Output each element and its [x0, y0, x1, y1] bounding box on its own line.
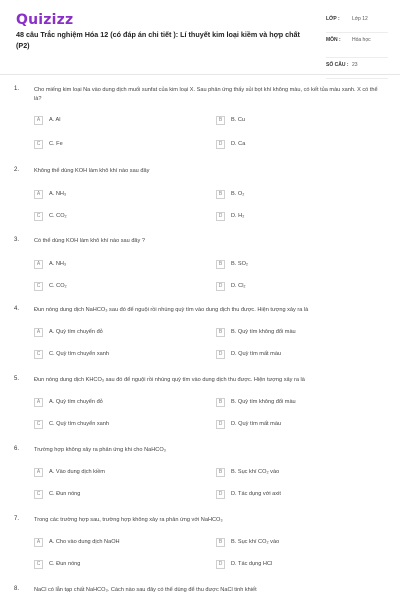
option-letter-box: C	[34, 350, 43, 359]
option-letter-box: C	[34, 140, 43, 149]
option-c[interactable]	[34, 488, 80, 500]
quizizz-logo: Quizizz	[16, 12, 74, 28]
meta-class-row	[326, 12, 388, 33]
option-letter-box: D	[216, 140, 225, 149]
option-a[interactable]	[34, 466, 105, 478]
option-text: B. Sục khí CO₂ vào	[231, 539, 280, 545]
option-text: D. Quỳ tím mất màu	[231, 421, 282, 427]
subject-value: Hóa học	[352, 37, 371, 43]
option-a[interactable]	[34, 188, 66, 200]
question-number: 4.	[14, 306, 20, 312]
option-text: A. NH₃	[49, 191, 67, 197]
option-text: A. Cho vào dung dịch NaOH	[49, 539, 120, 545]
option-c[interactable]	[34, 558, 80, 570]
option-b[interactable]	[216, 114, 245, 126]
worksheet-header	[0, 0, 400, 75]
option-text: D. Quỳ tím mất màu	[231, 351, 282, 357]
worksheet-meta	[326, 12, 388, 79]
option-letter-box: D	[216, 490, 225, 499]
question-number: 5.	[14, 376, 20, 382]
option-letter-box: B	[216, 468, 225, 477]
option-text: B. Sục khí CO₂ vào	[231, 469, 280, 475]
option-letter-box: B	[216, 538, 225, 547]
option-letter-box: A	[34, 538, 43, 547]
option-text: C. Đun nóng	[49, 491, 81, 497]
option-text: D. H₂	[231, 213, 245, 219]
option-text: D. Ca	[231, 141, 246, 147]
option-text: A. Vào dung dịch kiềm	[49, 469, 105, 475]
subject-label: MÔN :	[326, 37, 341, 43]
question-text: Trường hợp không xảy ra phản ứng khi cho NaHCO₃	[34, 447, 166, 453]
option-text: B. Quỳ tím không đổi màu	[231, 399, 296, 405]
option-text: A. Quỳ tím chuyển đỏ	[49, 329, 103, 335]
option-letter-box: A	[34, 328, 43, 337]
option-text: C. Đun nóng	[49, 561, 81, 567]
option-text: A. Quỳ tím chuyển đỏ	[49, 399, 103, 405]
meta-count-row	[326, 58, 388, 79]
option-d[interactable]	[216, 210, 244, 222]
question-text: Không thể dùng KOH làm khô khí nào sau đây	[34, 168, 150, 174]
option-d[interactable]	[216, 558, 272, 570]
option-b[interactable]	[216, 536, 279, 548]
question-number: 6.	[14, 446, 20, 452]
option-letter-box: A	[34, 116, 43, 125]
class-value: Lớp 12	[352, 16, 368, 22]
option-text: C. CO₂	[49, 213, 67, 219]
option-letter-box: C	[34, 490, 43, 499]
option-letter-box: D	[216, 282, 225, 291]
option-a[interactable]	[34, 536, 120, 548]
option-text: C. CO₂	[49, 283, 67, 289]
class-label: LỚP :	[326, 16, 340, 22]
option-c[interactable]	[34, 348, 109, 360]
option-letter-box: D	[216, 420, 225, 429]
question-text: Đun nóng dung dịch KHCO₃ sau đó để nguội rồi nhúng quỳ tím vào dung dịch thu được. Hiện tượng xảy ra là	[34, 377, 305, 383]
option-text: B. O₂	[231, 191, 245, 197]
question-number: 3.	[14, 237, 20, 243]
question-text: NaCl có lẫn tạp chất NaHCO₃. Cách nào sau đây có thể dùng để thu được NaCl tinh khiết	[34, 587, 257, 593]
option-b[interactable]	[216, 326, 296, 338]
question-text: Trong các trường hợp sau, trường hợp không xảy ra phản ứng với NaHCO₃	[34, 517, 223, 523]
worksheet-title: 48 câu Trắc nghiệm Hóa 12 (có đáp án chi tiết ): Lí thuyết kim loại kiềm và hợp chất (P2)	[16, 30, 300, 50]
option-b[interactable]	[216, 188, 244, 200]
option-c[interactable]	[34, 418, 109, 430]
option-c[interactable]	[34, 138, 63, 150]
option-text: C. Quỳ tím chuyển xanh	[49, 351, 110, 357]
option-d[interactable]	[216, 488, 281, 500]
option-text: A. Al	[49, 117, 61, 123]
option-letter-box: D	[216, 560, 225, 569]
question-text: Cho miếng kim loại Na vào dung dịch muối sunfat của kim loại X. Sau phản ứng thấy sủi bọt khí không màu, có kết tủa màu xanh. X có thể là?	[34, 87, 378, 102]
option-a[interactable]	[34, 258, 66, 270]
option-text: B. Cu	[231, 117, 245, 123]
count-label: SỐ CÂU :	[326, 62, 349, 68]
option-d[interactable]	[216, 418, 281, 430]
option-letter-box: B	[216, 398, 225, 407]
option-letter-box: C	[34, 212, 43, 221]
option-d[interactable]	[216, 280, 246, 292]
option-text: C. Quỳ tím chuyển xanh	[49, 421, 110, 427]
option-a[interactable]	[34, 396, 103, 408]
question-number: 2.	[14, 167, 20, 173]
option-letter-box: B	[216, 116, 225, 125]
option-d[interactable]	[216, 348, 281, 360]
option-letter-box: C	[34, 282, 43, 291]
question-number: 7.	[14, 516, 20, 522]
option-b[interactable]	[216, 258, 248, 270]
meta-subject-row	[326, 33, 388, 58]
option-letter-box: B	[216, 190, 225, 199]
option-a[interactable]	[34, 326, 103, 338]
option-letter-box: A	[34, 468, 43, 477]
option-c[interactable]	[34, 210, 67, 222]
option-text: D. Tác dụng HCl	[231, 561, 273, 567]
option-letter-box: C	[34, 420, 43, 429]
option-d[interactable]	[216, 138, 245, 150]
option-text: B. Quỳ tím không đổi màu	[231, 329, 296, 335]
option-letter-box: C	[34, 560, 43, 569]
option-letter-box: A	[34, 190, 43, 199]
option-b[interactable]	[216, 396, 296, 408]
option-text: C. Fe	[49, 141, 63, 147]
option-letter-box: A	[34, 260, 43, 269]
option-letter-box: D	[216, 212, 225, 221]
option-text: A. NH₃	[49, 261, 67, 267]
question-text: Đun nóng dung dịch NaHCO₃ sau đó để nguội rồi nhúng quỳ tím vào dung dịch thu được. Hiện tượng xảy ra là	[34, 307, 309, 313]
option-c[interactable]	[34, 280, 67, 292]
question-number: 8.	[14, 586, 20, 592]
option-letter-box: D	[216, 350, 225, 359]
option-letter-box: B	[216, 260, 225, 269]
option-b[interactable]	[216, 466, 279, 478]
count-value: 23	[352, 62, 358, 68]
option-letter-box: B	[216, 328, 225, 337]
option-a[interactable]	[34, 114, 61, 126]
option-letter-box: A	[34, 398, 43, 407]
question-number: 1.	[14, 86, 20, 92]
option-text: D. Cl₂	[231, 283, 246, 289]
option-text: D. Tác dụng với axit	[231, 491, 281, 497]
option-text: B. SO₂	[231, 261, 249, 267]
question-text: Có thể dùng KOH làm khô khí nào sau đây ?	[34, 238, 146, 244]
